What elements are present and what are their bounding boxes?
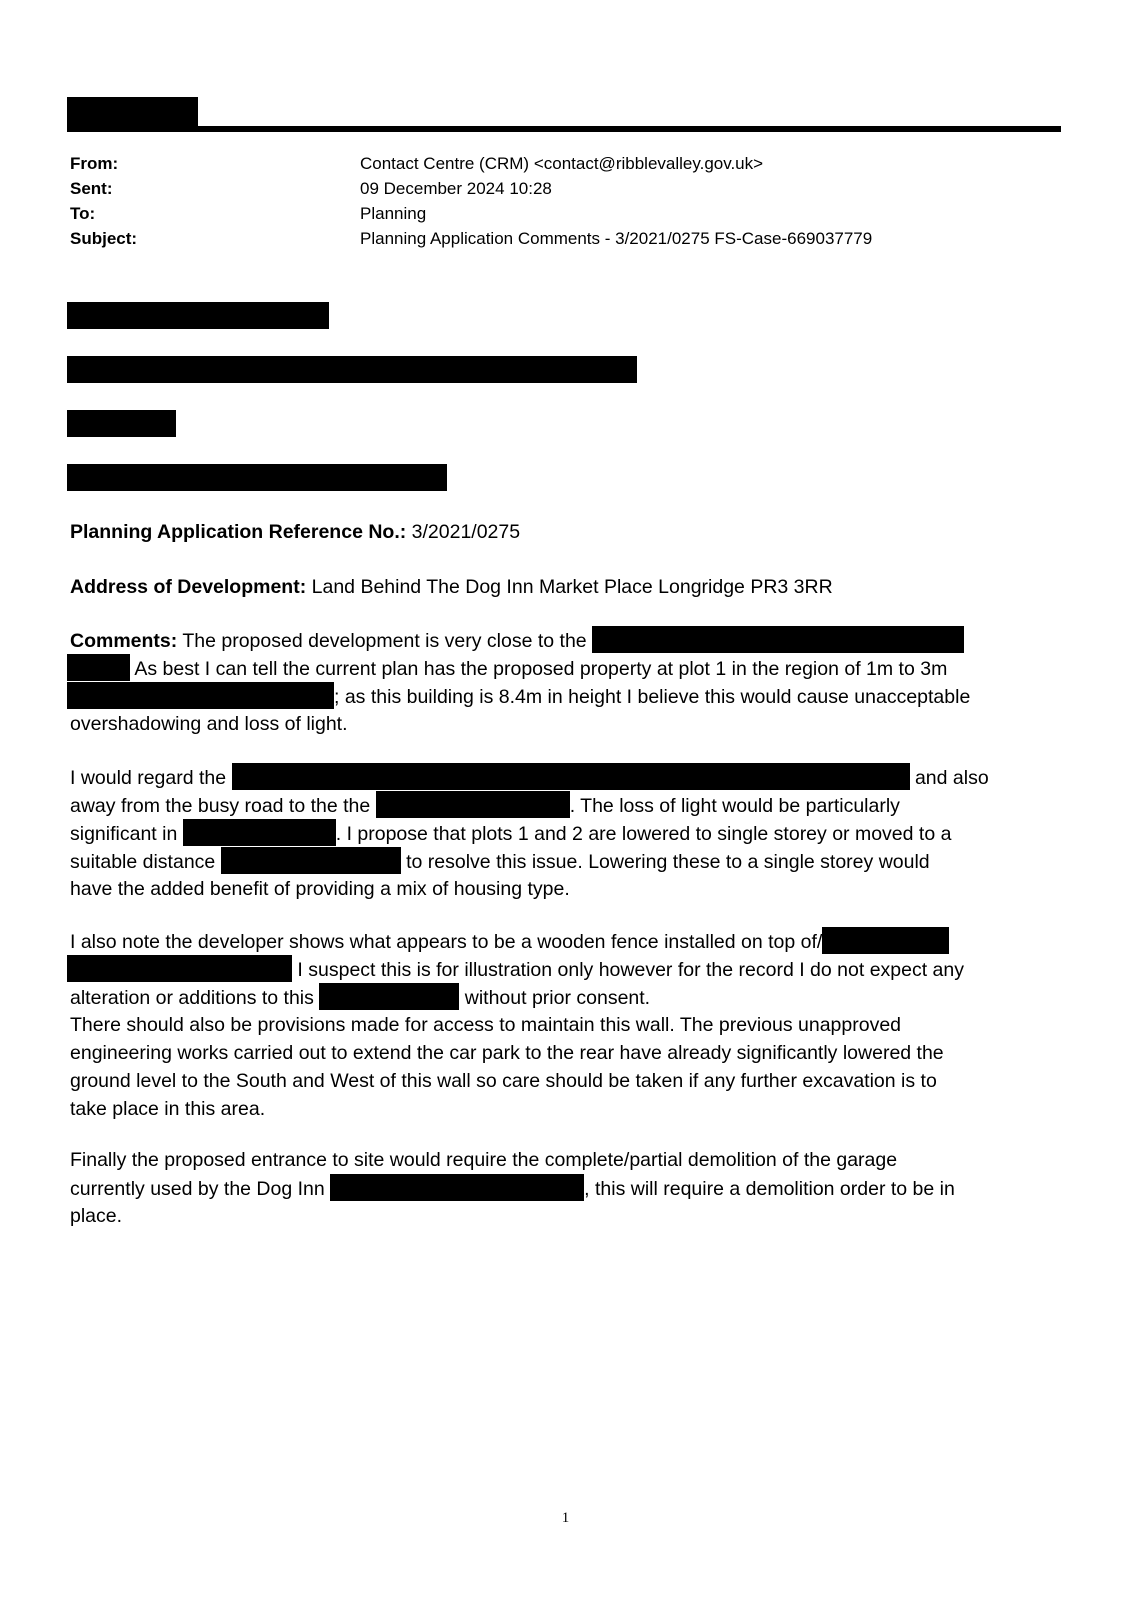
- address-value: Land Behind The Dog Inn Market Place Longridge PR3 3RR: [311, 576, 833, 598]
- paragraph-text: to resolve this issue. Lowering these to a single storey would: [406, 851, 930, 873]
- paragraph-text: take place in this area.: [70, 1098, 266, 1120]
- redacted-block: [67, 356, 637, 383]
- from-value: Contact Centre (CRM) <contact@ribblevalley.gov.uk>: [360, 154, 764, 173]
- redacted-block: [67, 302, 329, 329]
- header-rule: [67, 126, 1061, 132]
- paragraph-text: . The loss of light would be particularly: [569, 795, 900, 817]
- to-label: To:: [70, 204, 96, 223]
- paragraph-text: place.: [70, 1205, 123, 1227]
- paragraph-text: I also note the developer shows what appears to be a wooden fence installed on top of/: [70, 931, 823, 953]
- paragraph-text: . I propose that plots 1 and 2 are lowered to single storey or moved to a: [335, 823, 952, 845]
- from-label: From:: [70, 154, 119, 173]
- paragraph-2: [70, 763, 1070, 903]
- redacted-block: [67, 464, 447, 491]
- redaction: [67, 682, 334, 709]
- paragraph-text: currently used by the Dog Inn: [70, 1178, 325, 1200]
- sent-label: Sent:: [70, 179, 113, 198]
- subject-label: Subject:: [70, 229, 138, 248]
- page-number: 1: [561, 1510, 570, 1526]
- redaction: [319, 983, 459, 1010]
- paragraph-text: significant in: [70, 823, 178, 845]
- redaction: [822, 927, 949, 954]
- paragraph-text: have the added benefit of providing a mix of housing type.: [70, 878, 570, 900]
- comments-label: Comments:: [70, 630, 178, 652]
- redaction: [232, 763, 910, 790]
- redaction: [376, 791, 570, 818]
- reference-label: Planning Application Reference No.:: [70, 521, 407, 543]
- comments-text: ; as this building is 8.4m in height I believe this would cause unacceptable: [334, 686, 971, 708]
- paragraph-text: ground level to the South and West of this wall so care should be taken if any further excavation is to: [70, 1070, 937, 1092]
- comments-text: The proposed development is very close to the: [182, 630, 587, 652]
- reference-value: 3/2021/0275: [411, 521, 521, 543]
- paragraph-text: engineering works carried out to extend the car park to the rear have already significantly lowered the: [70, 1042, 944, 1064]
- comments-text: overshadowing and loss of light.: [70, 713, 348, 735]
- redaction: [67, 955, 292, 982]
- paragraph-text: There should also be provisions made for access to maintain this wall. The previous unapproved: [70, 1014, 902, 1036]
- redaction: [592, 626, 964, 653]
- comments-text: As best I can tell the current plan has the proposed property at plot 1 in the region of 1m to 3m: [134, 658, 948, 680]
- paragraph-text: away from the busy road to the the: [70, 795, 371, 817]
- paragraph-text: and also: [914, 767, 989, 789]
- redaction: [183, 819, 336, 846]
- to-value: Planning: [360, 204, 427, 223]
- redaction: [67, 654, 130, 681]
- sent-value: 09 December 2024 10:28: [360, 179, 552, 198]
- address-line: [70, 573, 1070, 601]
- paragraph-text: suitable distance: [70, 851, 216, 873]
- paragraph-text: without prior consent.: [464, 987, 651, 1009]
- address-label: Address of Development:: [70, 576, 307, 598]
- paragraph-3: [70, 927, 1070, 1123]
- redaction: [221, 847, 401, 874]
- redacted-block: [67, 410, 176, 437]
- paragraph-text: alteration or additions to this: [70, 987, 314, 1009]
- paragraph-text: I suspect this is for illustration only however for the record I do not expect any: [297, 959, 965, 981]
- paragraph-text: I would regard the: [70, 767, 227, 789]
- paragraph-4: [70, 1146, 1070, 1230]
- subject-value: Planning Application Comments - 3/2021/0275 FS-Case-669037779: [360, 229, 873, 248]
- paragraph-text: , this will require a demolition order to be in: [584, 1178, 955, 1200]
- paragraph-text: Finally the proposed entrance to site would require the complete/partial demolition of the garage: [70, 1149, 898, 1171]
- reference-line: [70, 518, 1070, 546]
- redaction: [330, 1174, 584, 1201]
- comments-paragraph: [70, 626, 1070, 738]
